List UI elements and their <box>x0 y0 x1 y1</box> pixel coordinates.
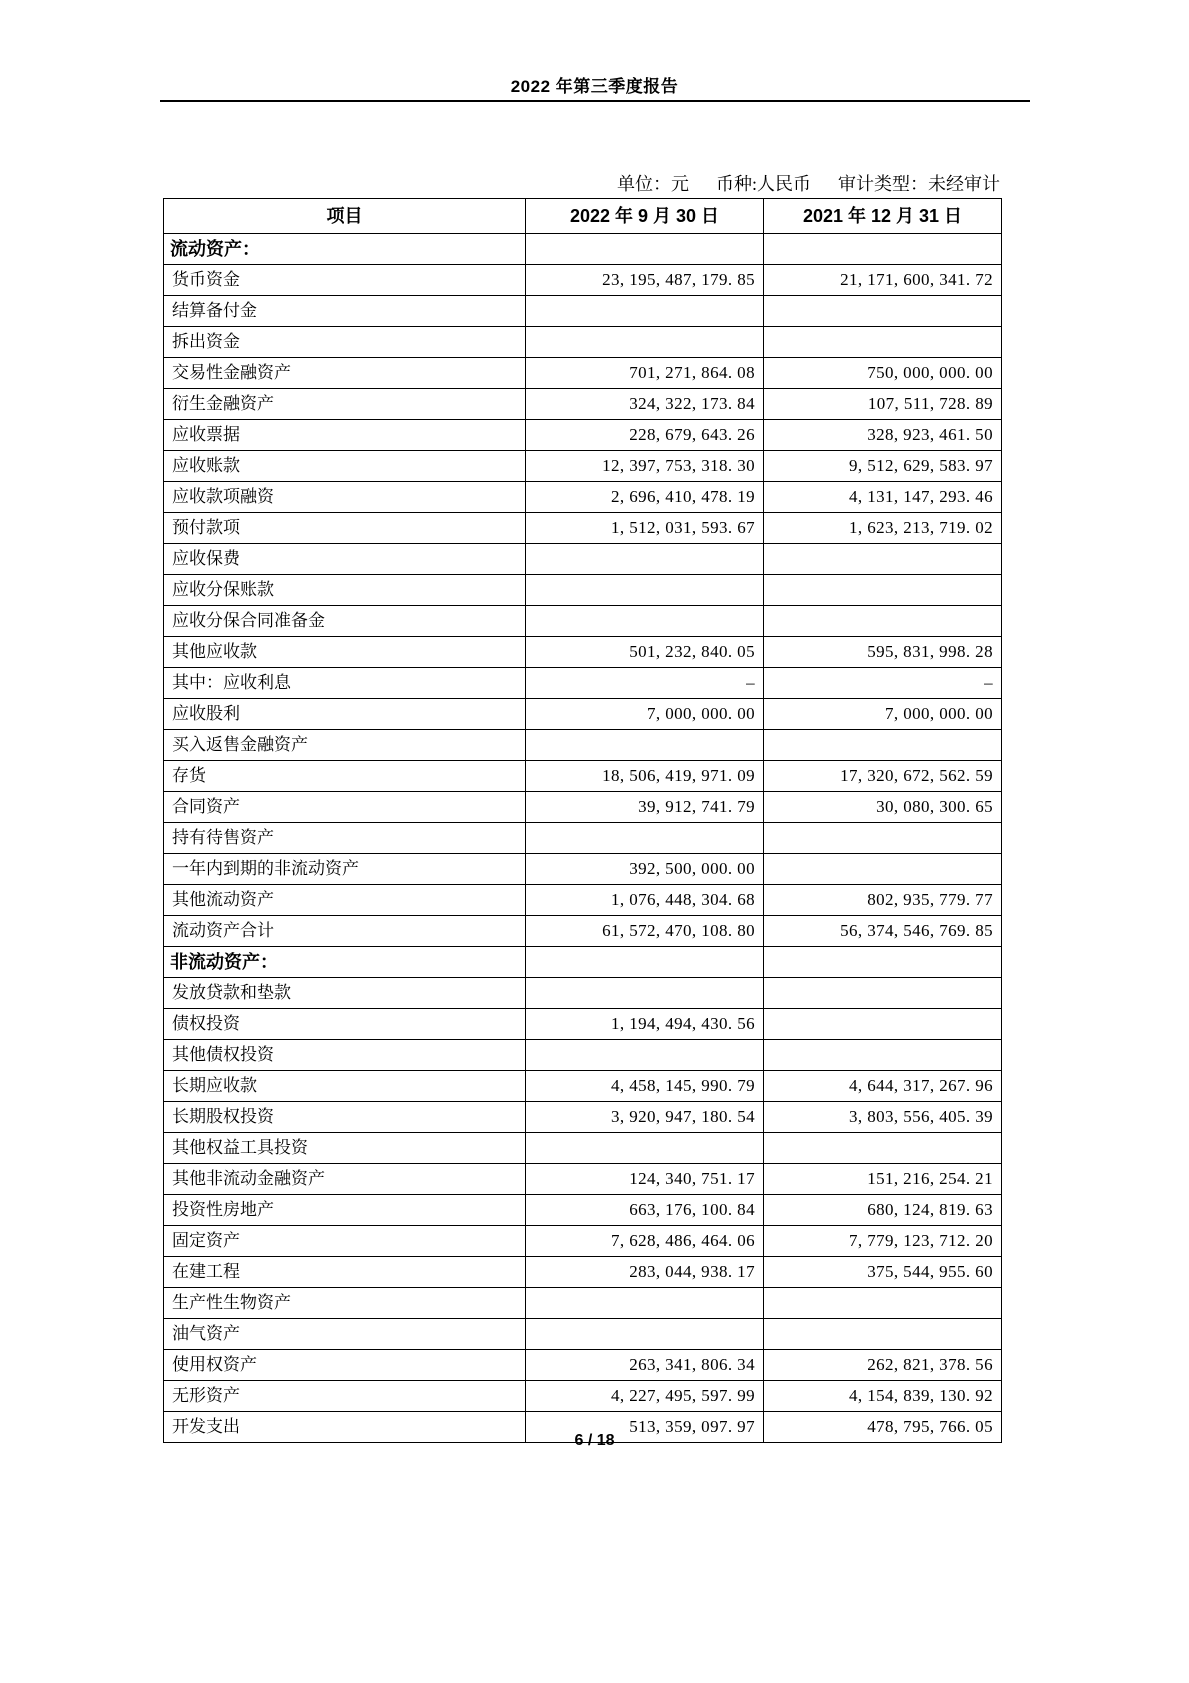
row-value-previous-period <box>764 327 1002 358</box>
row-value-current-period <box>526 823 764 854</box>
row-item-label: 货币资金 <box>164 265 526 296</box>
row-value-current-period: 1, 512, 031, 593. 67 <box>526 513 764 544</box>
row-item-label: 使用权资产 <box>164 1350 526 1381</box>
table-row <box>164 1102 1002 1133</box>
table-row <box>164 792 1002 823</box>
row-value-previous-period: 478, 795, 766. 05 <box>764 1412 1002 1443</box>
table-row <box>164 1164 1002 1195</box>
row-value-previous-period: 7, 000, 000. 00 <box>764 699 1002 730</box>
table-row <box>164 1071 1002 1102</box>
currency-label: 币种:人民币 <box>715 174 811 194</box>
table-row <box>164 420 1002 451</box>
table-row <box>164 761 1002 792</box>
table-row <box>164 265 1002 296</box>
page-footer <box>0 1432 1189 1450</box>
row-value-previous-period <box>764 1040 1002 1071</box>
row-value-previous-period: 4, 131, 147, 293. 46 <box>764 482 1002 513</box>
row-item-label: 非流动资产： <box>164 947 526 978</box>
table-row <box>164 854 1002 885</box>
row-item-label: 生产性生物资产 <box>164 1288 526 1319</box>
row-item-label: 长期股权投资 <box>164 1102 526 1133</box>
table-row <box>164 513 1002 544</box>
table-row <box>164 575 1002 606</box>
row-value-current-period <box>526 327 764 358</box>
table-row <box>164 699 1002 730</box>
row-value-current-period: 4, 227, 495, 597. 99 <box>526 1381 764 1412</box>
row-item-label: 发放贷款和垫款 <box>164 978 526 1009</box>
row-value-previous-period <box>764 544 1002 575</box>
row-value-previous-period: 7, 779, 123, 712. 20 <box>764 1226 1002 1257</box>
table-row <box>164 327 1002 358</box>
row-value-current-period: 501, 232, 840. 05 <box>526 637 764 668</box>
row-value-previous-period <box>764 854 1002 885</box>
row-item-label: 应收保费 <box>164 544 526 575</box>
row-item-label: 买入返售金融资产 <box>164 730 526 761</box>
table-row <box>164 1350 1002 1381</box>
row-value-current-period: 12, 397, 753, 318. 30 <box>526 451 764 482</box>
table-row <box>164 1040 1002 1071</box>
row-value-current-period <box>526 296 764 327</box>
table-row <box>164 451 1002 482</box>
row-value-current-period: 4, 458, 145, 990. 79 <box>526 1071 764 1102</box>
row-value-current-period: 18, 506, 419, 971. 09 <box>526 761 764 792</box>
table-row <box>164 482 1002 513</box>
row-value-previous-period <box>764 575 1002 606</box>
row-value-current-period: 324, 322, 173. 84 <box>526 389 764 420</box>
row-value-current-period <box>526 1040 764 1071</box>
row-item-label: 流动资产： <box>164 234 526 265</box>
row-value-previous-period: 262, 821, 378. 56 <box>764 1350 1002 1381</box>
document-header-title: 2022 年第三季度报告 <box>510 77 679 96</box>
row-value-current-period: 663, 176, 100. 84 <box>526 1195 764 1226</box>
row-item-label: 流动资产合计 <box>164 916 526 947</box>
row-value-current-period <box>526 1133 764 1164</box>
row-value-previous-period: – <box>764 668 1002 699</box>
row-value-previous-period: 151, 216, 254. 21 <box>764 1164 1002 1195</box>
row-item-label: 其他非流动金融资产 <box>164 1164 526 1195</box>
table-row <box>164 916 1002 947</box>
row-value-previous-period: 595, 831, 998. 28 <box>764 637 1002 668</box>
row-value-previous-period: 375, 544, 955. 60 <box>764 1257 1002 1288</box>
row-value-current-period: 283, 044, 938. 17 <box>526 1257 764 1288</box>
row-item-label: 长期应收款 <box>164 1071 526 1102</box>
table-row <box>164 1195 1002 1226</box>
row-item-label: 其中：应收利息 <box>164 668 526 699</box>
row-item-label: 应收款项融资 <box>164 482 526 513</box>
table-row <box>164 668 1002 699</box>
row-item-label: 合同资产 <box>164 792 526 823</box>
row-item-label: 存货 <box>164 761 526 792</box>
row-value-current-period: 392, 500, 000. 00 <box>526 854 764 885</box>
page-number: 6 / 18 <box>574 1432 615 1449</box>
row-value-previous-period: 3, 803, 556, 405. 39 <box>764 1102 1002 1133</box>
row-value-previous-period: 56, 374, 546, 769. 85 <box>764 916 1002 947</box>
row-item-label: 开发支出 <box>164 1412 526 1443</box>
balance-sheet-table <box>163 198 1002 1443</box>
row-value-current-period <box>526 1288 764 1319</box>
row-item-label: 债权投资 <box>164 1009 526 1040</box>
table-row <box>164 978 1002 1009</box>
row-item-label: 拆出资金 <box>164 327 526 358</box>
row-value-previous-period: 30, 080, 300. 65 <box>764 792 1002 823</box>
row-value-previous-period <box>764 1133 1002 1164</box>
document-header <box>0 72 1189 97</box>
row-value-current-period: 1, 076, 448, 304. 68 <box>526 885 764 916</box>
row-value-previous-period: 750, 000, 000. 00 <box>764 358 1002 389</box>
row-value-previous-period: 680, 124, 819. 63 <box>764 1195 1002 1226</box>
row-item-label: 固定资产 <box>164 1226 526 1257</box>
row-value-current-period <box>526 947 764 978</box>
row-item-label: 应收账款 <box>164 451 526 482</box>
table-row <box>164 1319 1002 1350</box>
table-section-row <box>164 947 1002 978</box>
row-value-current-period: – <box>526 668 764 699</box>
row-item-label: 其他债权投资 <box>164 1040 526 1071</box>
table-row <box>164 389 1002 420</box>
table-row <box>164 1226 1002 1257</box>
row-value-current-period: 701, 271, 864. 08 <box>526 358 764 389</box>
row-value-previous-period: 4, 154, 839, 130. 92 <box>764 1381 1002 1412</box>
row-value-current-period: 39, 912, 741. 79 <box>526 792 764 823</box>
row-value-previous-period <box>764 296 1002 327</box>
row-value-previous-period <box>764 730 1002 761</box>
table-row <box>164 885 1002 916</box>
row-value-current-period: 228, 679, 643. 26 <box>526 420 764 451</box>
row-value-previous-period <box>764 606 1002 637</box>
row-value-previous-period: 4, 644, 317, 267. 96 <box>764 1071 1002 1102</box>
table-row <box>164 544 1002 575</box>
table-row <box>164 296 1002 327</box>
row-value-previous-period <box>764 1288 1002 1319</box>
row-item-label: 衍生金融资产 <box>164 389 526 420</box>
row-value-current-period: 3, 920, 947, 180. 54 <box>526 1102 764 1133</box>
table-row <box>164 1288 1002 1319</box>
row-item-label: 其他应收款 <box>164 637 526 668</box>
row-value-current-period: 61, 572, 470, 108. 80 <box>526 916 764 947</box>
row-value-previous-period: 1, 623, 213, 719. 02 <box>764 513 1002 544</box>
row-value-previous-period <box>764 1319 1002 1350</box>
row-value-current-period: 1, 194, 494, 430. 56 <box>526 1009 764 1040</box>
row-value-previous-period <box>764 1009 1002 1040</box>
row-item-label: 其他权益工具投资 <box>164 1133 526 1164</box>
row-value-previous-period <box>764 823 1002 854</box>
row-value-current-period <box>526 575 764 606</box>
row-item-label: 交易性金融资产 <box>164 358 526 389</box>
row-value-current-period: 23, 195, 487, 179. 85 <box>526 265 764 296</box>
row-value-current-period <box>526 1319 764 1350</box>
row-value-previous-period: 17, 320, 672, 562. 59 <box>764 761 1002 792</box>
table-header-row-group <box>164 199 1002 234</box>
row-item-label: 持有待售资产 <box>164 823 526 854</box>
table-row <box>164 637 1002 668</box>
row-value-previous-period: 328, 923, 461. 50 <box>764 420 1002 451</box>
table-section-row <box>164 234 1002 265</box>
row-value-current-period: 2, 696, 410, 478. 19 <box>526 482 764 513</box>
row-value-previous-period: 107, 511, 728. 89 <box>764 389 1002 420</box>
row-value-current-period: 7, 628, 486, 464. 06 <box>526 1226 764 1257</box>
row-value-current-period: 124, 340, 751. 17 <box>526 1164 764 1195</box>
row-item-label: 预付款项 <box>164 513 526 544</box>
table-row <box>164 823 1002 854</box>
table-row <box>164 1257 1002 1288</box>
column-header-current-period: 2022 年 9 月 30 日 <box>526 199 764 234</box>
header-divider-rule <box>160 100 1030 102</box>
row-item-label: 其他流动资产 <box>164 885 526 916</box>
row-item-label: 油气资产 <box>164 1319 526 1350</box>
audit-type-label: 审计类型：未经审计 <box>838 174 1000 194</box>
row-value-previous-period: 9, 512, 629, 583. 97 <box>764 451 1002 482</box>
row-value-current-period: 513, 359, 097. 97 <box>526 1412 764 1443</box>
table-row <box>164 358 1002 389</box>
row-value-current-period <box>526 234 764 265</box>
table-row <box>164 1133 1002 1164</box>
row-value-current-period: 7, 000, 000. 00 <box>526 699 764 730</box>
row-value-previous-period <box>764 978 1002 1009</box>
table-row <box>164 1009 1002 1040</box>
row-value-current-period <box>526 544 764 575</box>
row-value-previous-period <box>764 234 1002 265</box>
table-row <box>164 1381 1002 1412</box>
table-header-row <box>164 199 1002 234</box>
row-value-current-period: 263, 341, 806. 34 <box>526 1350 764 1381</box>
row-item-label: 应收票据 <box>164 420 526 451</box>
table-row <box>164 606 1002 637</box>
row-item-label: 投资性房地产 <box>164 1195 526 1226</box>
row-value-current-period <box>526 606 764 637</box>
unit-label: 单位：元 <box>616 174 689 194</box>
table-body <box>164 234 1002 1443</box>
row-item-label: 一年内到期的非流动资产 <box>164 854 526 885</box>
table-meta-line <box>615 170 1000 196</box>
row-value-current-period <box>526 978 764 1009</box>
row-value-current-period <box>526 730 764 761</box>
row-item-label: 结算备付金 <box>164 296 526 327</box>
row-item-label: 应收分保账款 <box>164 575 526 606</box>
column-header-previous-period: 2021 年 12 月 31 日 <box>764 199 1002 234</box>
column-header-item: 项目 <box>164 199 526 234</box>
row-item-label: 应收股利 <box>164 699 526 730</box>
table-row <box>164 730 1002 761</box>
row-item-label: 在建工程 <box>164 1257 526 1288</box>
row-value-previous-period: 21, 171, 600, 341. 72 <box>764 265 1002 296</box>
row-item-label: 无形资产 <box>164 1381 526 1412</box>
row-value-previous-period <box>764 947 1002 978</box>
row-value-previous-period: 802, 935, 779. 77 <box>764 885 1002 916</box>
row-item-label: 应收分保合同准备金 <box>164 606 526 637</box>
